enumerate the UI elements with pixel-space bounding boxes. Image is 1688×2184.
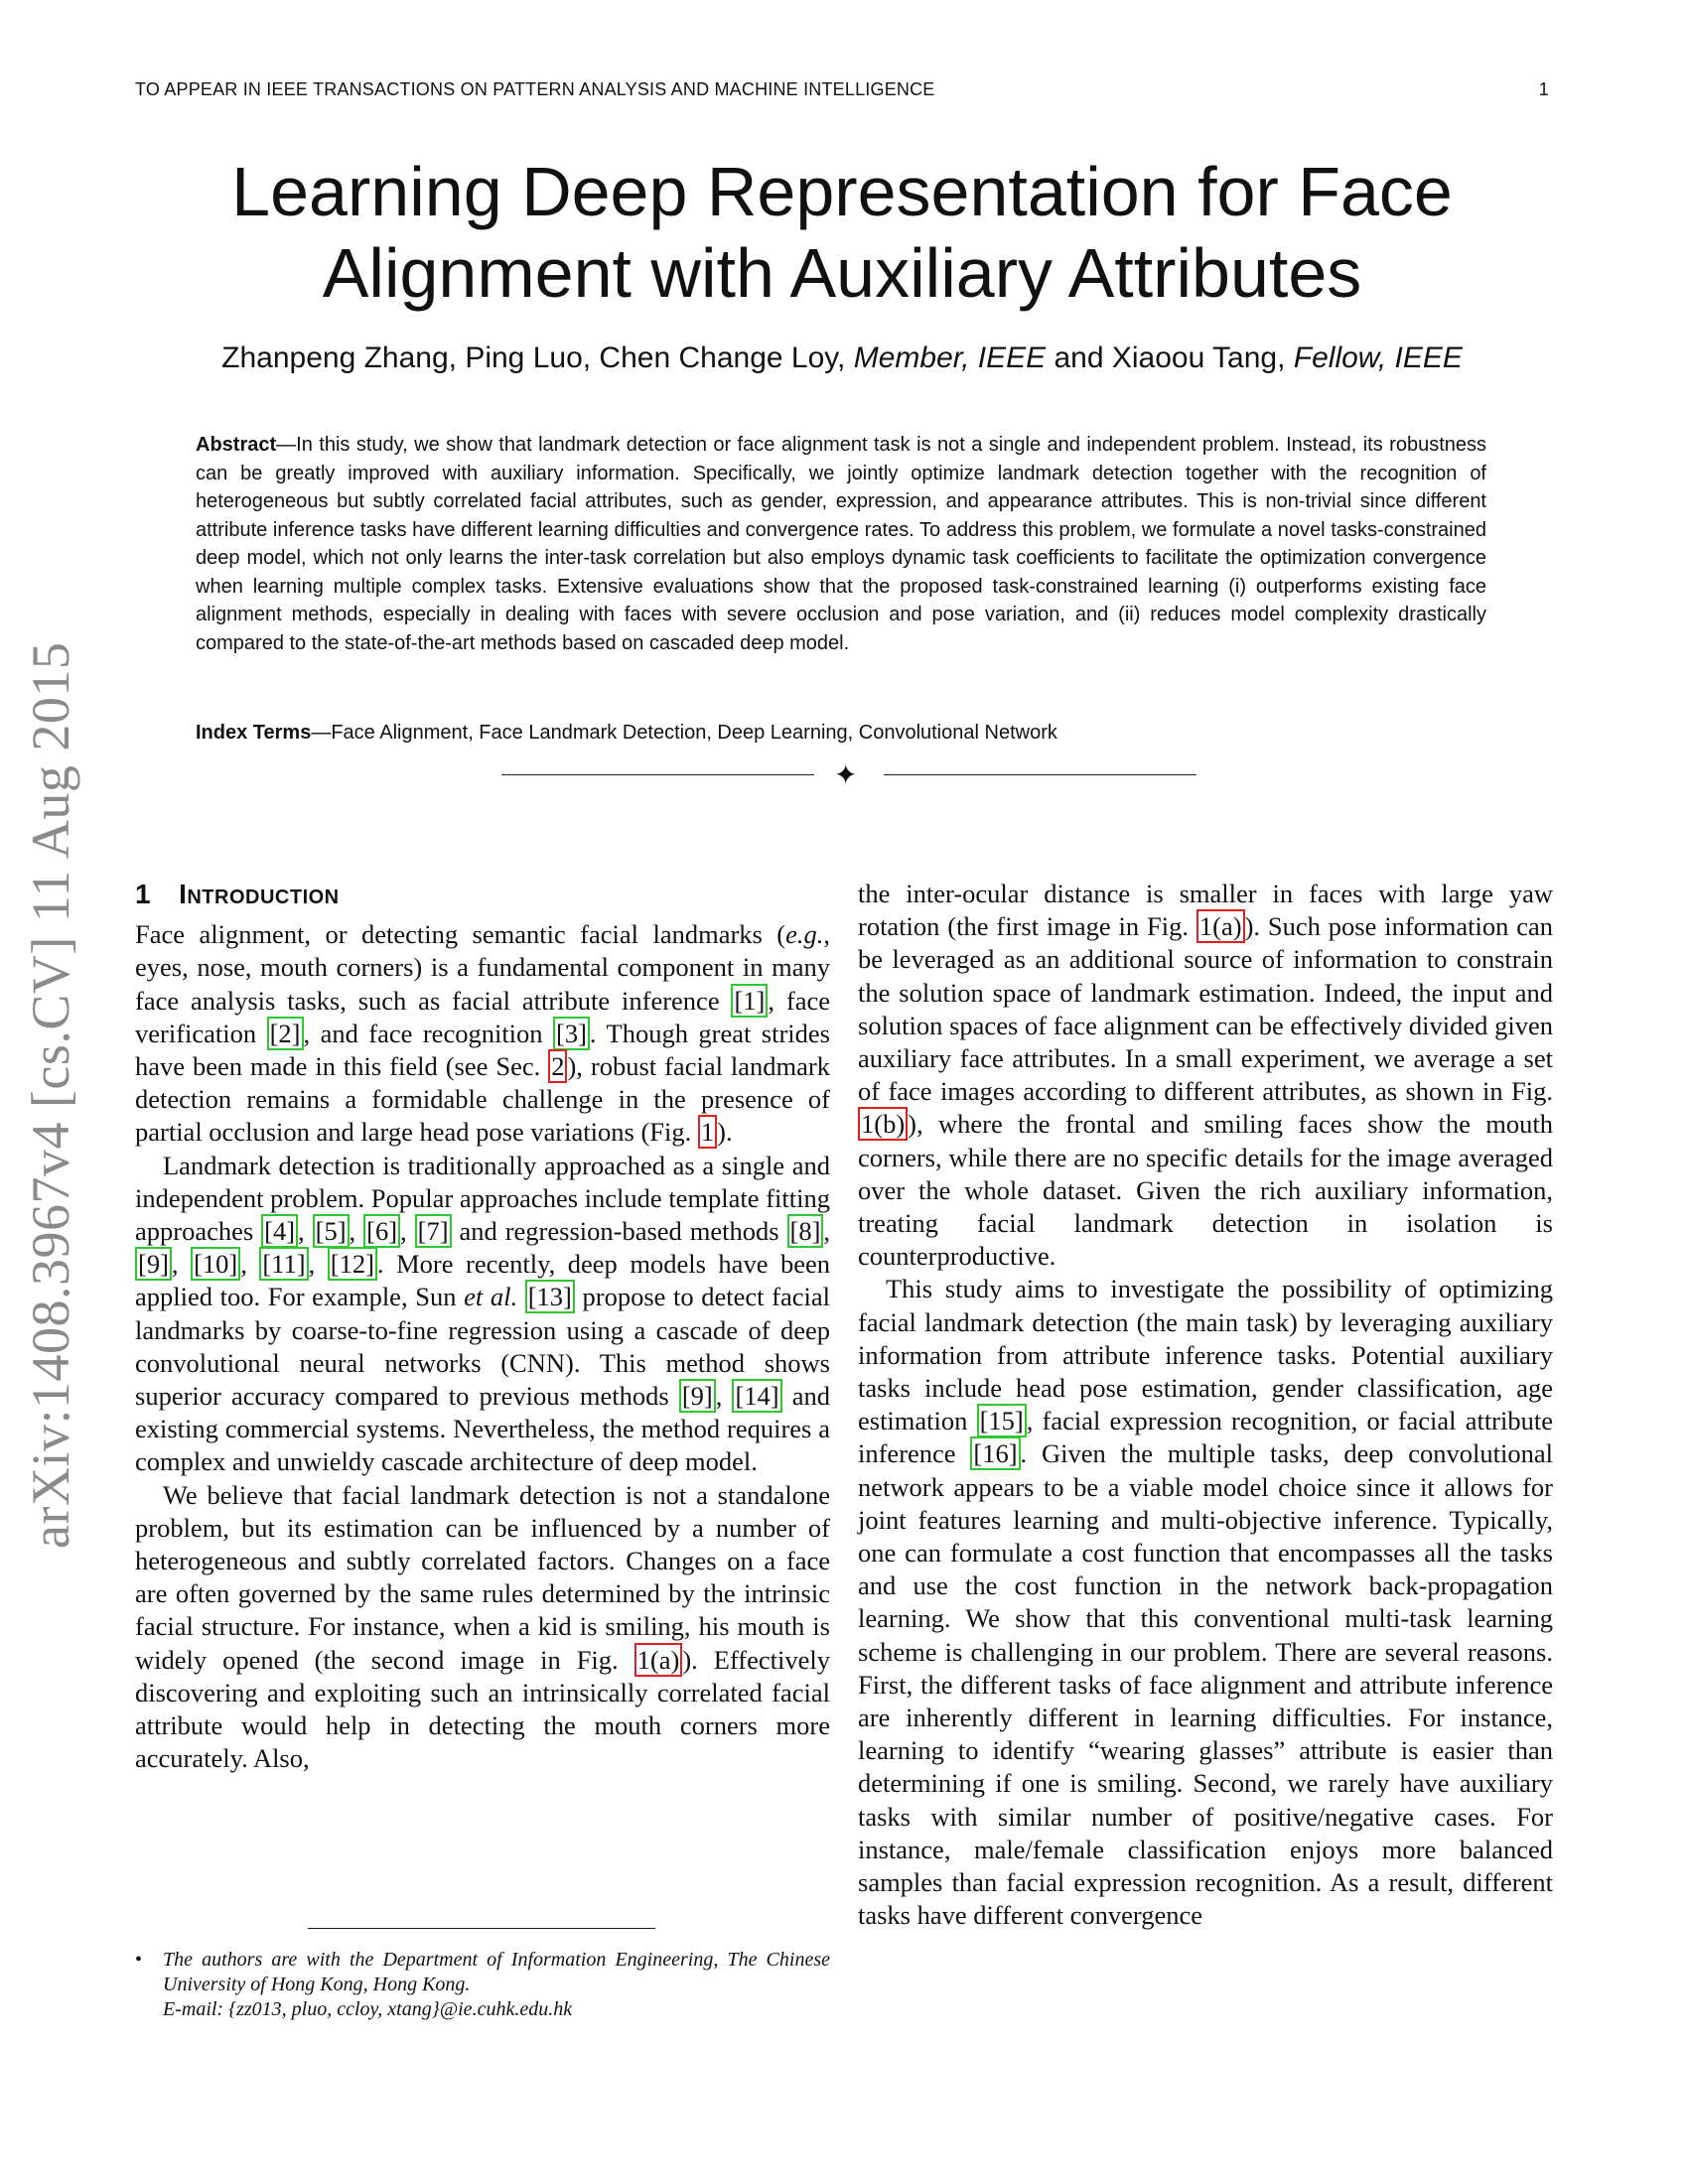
intro-paragraph-3-cont: the inter-ocular distance is smaller in faces with large yaw rotation (the first image in Fig. 1(a) ). Such pose information can be leveraged as an additional source of information to constrain the solution space of landmark estimation. Indeed, the input and solution spaces of face alignment can be effectively divided given auxiliary face attributes. In a small experiment, we average a set of face images according to different attributes, as shown in Fig. 1(b) ), where the frontal and smiling faces show the mouth corners, while there are no specific details for the image averaged over the whole dataset. Given the rich auxiliary information, treating facial landmark detection in isolation is counterproductive.: [858, 879, 1553, 1272]
citation-link[interactable]: [7]: [415, 1214, 452, 1248]
citation-link[interactable]: [8]: [787, 1214, 824, 1248]
title-line-2: Alignment with Auxiliary Attributes: [322, 234, 1362, 312]
section-number: 1: [135, 879, 152, 909]
author-line: [135, 341, 1549, 375]
author-affiliation-footnote: [135, 1948, 830, 2022]
citation-link[interactable]: [4]: [261, 1214, 298, 1248]
section-heading: [135, 878, 830, 910]
right-column: [858, 878, 1553, 1933]
section-title: Introduction: [179, 879, 340, 909]
citation-link[interactable]: [9]: [679, 1379, 716, 1413]
citation-link[interactable]: [5]: [313, 1214, 350, 1248]
author-names-b: and Xiaoou Tang,: [1046, 341, 1294, 374]
figure-ref-link[interactable]: 1(b): [858, 1107, 908, 1141]
footnote-affiliation: The authors are with the Department of Information Engineering, The Chinese University of Hong Kong, Hong Kong.: [163, 1949, 830, 1995]
journal-running-title: TO APPEAR IN IEEE TRANSACTIONS ON PATTERN ANALYSIS AND MACHINE INTELLIGENCE: [135, 79, 935, 99]
citation-link[interactable]: [14]: [732, 1379, 781, 1413]
index-terms-text: —Face Alignment, Face Landmark Detection, Deep Learning, Convolutional Network: [311, 722, 1057, 744]
figure-ref-link[interactable]: 1(a): [634, 1643, 683, 1677]
citation-link[interactable]: [15]: [977, 1404, 1027, 1437]
citation-link[interactable]: [10]: [191, 1247, 240, 1281]
separator-line-left: [501, 774, 814, 775]
intro-paragraph-1: Face alignment, or detecting semantic facial landmarks (e.g., eyes, nose, mouth corners) is a fundamental component in many face analysis tasks, such as facial attribute inference [1] , face verification [2] , and face recognition [3] . Though great strides have been made in this field (see Sec. 2 ), robust facial landmark detection remains a formidable challenge in the presence of partial occlusion and large head pose variations (Fig. 1 ).: [135, 919, 830, 1148]
citation-link[interactable]: [2]: [267, 1017, 304, 1050]
figure-ref-link[interactable]: 1(a): [1196, 909, 1245, 943]
citation-link[interactable]: [3]: [553, 1017, 590, 1050]
arxiv-identifier-stamp: arXiv:1408.3967v4 [cs.CV] 11 Aug 2015: [21, 641, 80, 1549]
separator-line-right: [884, 774, 1196, 775]
citation-link[interactable]: [16]: [970, 1436, 1020, 1470]
index-terms: [196, 719, 1486, 747]
index-terms-label: Index Terms: [196, 722, 312, 744]
section-ref-link[interactable]: 2: [548, 1049, 567, 1083]
footnote-text: [163, 1948, 830, 2022]
citation-link[interactable]: [6]: [363, 1214, 400, 1248]
citation-link[interactable]: [13]: [525, 1280, 575, 1313]
citation-link[interactable]: [12]: [328, 1247, 377, 1281]
citation-link[interactable]: [9]: [135, 1247, 172, 1281]
running-head: [135, 79, 1549, 100]
footnote-bullet-icon: •: [135, 1949, 143, 1971]
paper-title: [135, 151, 1549, 314]
footnote-rule: [308, 1928, 655, 1929]
section-separator: [501, 760, 1196, 791]
author-names-a: Zhanpeng Zhang, Ping Luo, Chen Change Loy,: [221, 341, 854, 374]
intro-paragraph-2: Landmark detection is traditionally approached as a single and independent problem. Popular approaches include template fitting approaches [4] , [5] , [6] , [7] and regression-based methods [8] , [9] , [10] , [11] , [12] . More recently, deep models have been applied too. For example, Sun et al. [13] propose to detect facial landmarks by coarse-to-fine regression using a cascade of deep convolutional neural networks (CNN). This method shows superior accuracy compared to previous methods [9] , [14] and existing commercial systems. Nevertheless, the method requires a complex and unwieldy cascade architecture of deep model.: [135, 1150, 831, 1477]
intro-paragraph-4: This study aims to investigate the possibility of optimizing facial landmark detection (the main task) by leveraging auxiliary information from attribute inference tasks. Potential auxiliary tasks include head pose estimation, gender classification, age estimation [15] , facial expression recognition, or facial attribute inference [16] . Given the multiple tasks, deep convolutional network appears to be a viable model choice since it allows for joint features learning and multi-objective inference. Typically, one can formulate a cost function that encompasses all the tasks and use the cost function in the network back-propagation learning. We show that this conventional multi-task learning scheme is challenging in our problem. There are several reasons. First, the different tasks of face alignment and attribute inference are inherently different in learning difficulties. For instance, learning to identify “wearing glasses” attribute is easier than determining if one is smiling. Second, we rarely have auxiliary tasks with similar number of positive/negative cases. For instance, male/female classification enjoys more balanced samples than facial expression recognition. As a result, different tasks have different convergence: [858, 1274, 1553, 1931]
abstract-label: Abstract: [196, 434, 277, 456]
intro-paragraph-3: We believe that facial landmark detection is not a standalone problem, but its estimation can be influenced by a number of heterogeneous and subtly correlated factors. Changes on a face are often governed by the same rules determined by the intrinsic facial structure. For instance, when a kid is smiling, his mouth is widely opened (the second image in Fig. 1(a) ). Effectively discovering and exploiting such an intrinsically correlated facial attribute would help in detecting the mouth corners more accurately. Also,: [135, 1479, 830, 1774]
abstract-text: —In this study, we show that landmark detection or face alignment task is not a single and independent problem. Instead, its robustness can be greatly improved with auxiliary information. Specifically, we jointly optimize landmark detection together with the recognition of heterogeneous but subtly correlated facial attributes, such as gender, expression, and appearance attributes. This is non-trivial since different attribute inference tasks have different learning difficulties and convergence rates. To address this problem, we formulate a novel tasks-constrained deep model, which not only learns the inter-task correlation but also employs dynamic task coefficients to facilitate the optimization convergence when learning multiple complex tasks. Extensive evaluations show that the proposed task-constrained learning (i) outperforms existing face alignment methods, especially in dealing with faces with severe occlusion and pose variation, and (ii) reduces model complexity drastically compared to the state-of-the-art methods based on cascaded deep model.: [196, 434, 1486, 654]
footnote-email: E-mail: {zz013, pluo, ccloy, xtang}@ie.cuhk.edu.hk: [163, 1998, 573, 2020]
abstract: [196, 431, 1486, 657]
citation-link[interactable]: [11]: [259, 1247, 308, 1281]
left-column: [135, 878, 830, 1775]
title-line-1: Learning Deep Representation for Face: [231, 153, 1453, 230]
author-role-fellow: Fellow, IEEE: [1293, 341, 1463, 374]
page-number: 1: [1538, 79, 1549, 99]
author-role-member: Member, IEEE: [853, 341, 1047, 374]
citation-link[interactable]: [1]: [731, 984, 768, 1018]
separator-diamond-icon: ✦: [834, 760, 858, 791]
figure-ref-link[interactable]: 1: [698, 1115, 717, 1149]
